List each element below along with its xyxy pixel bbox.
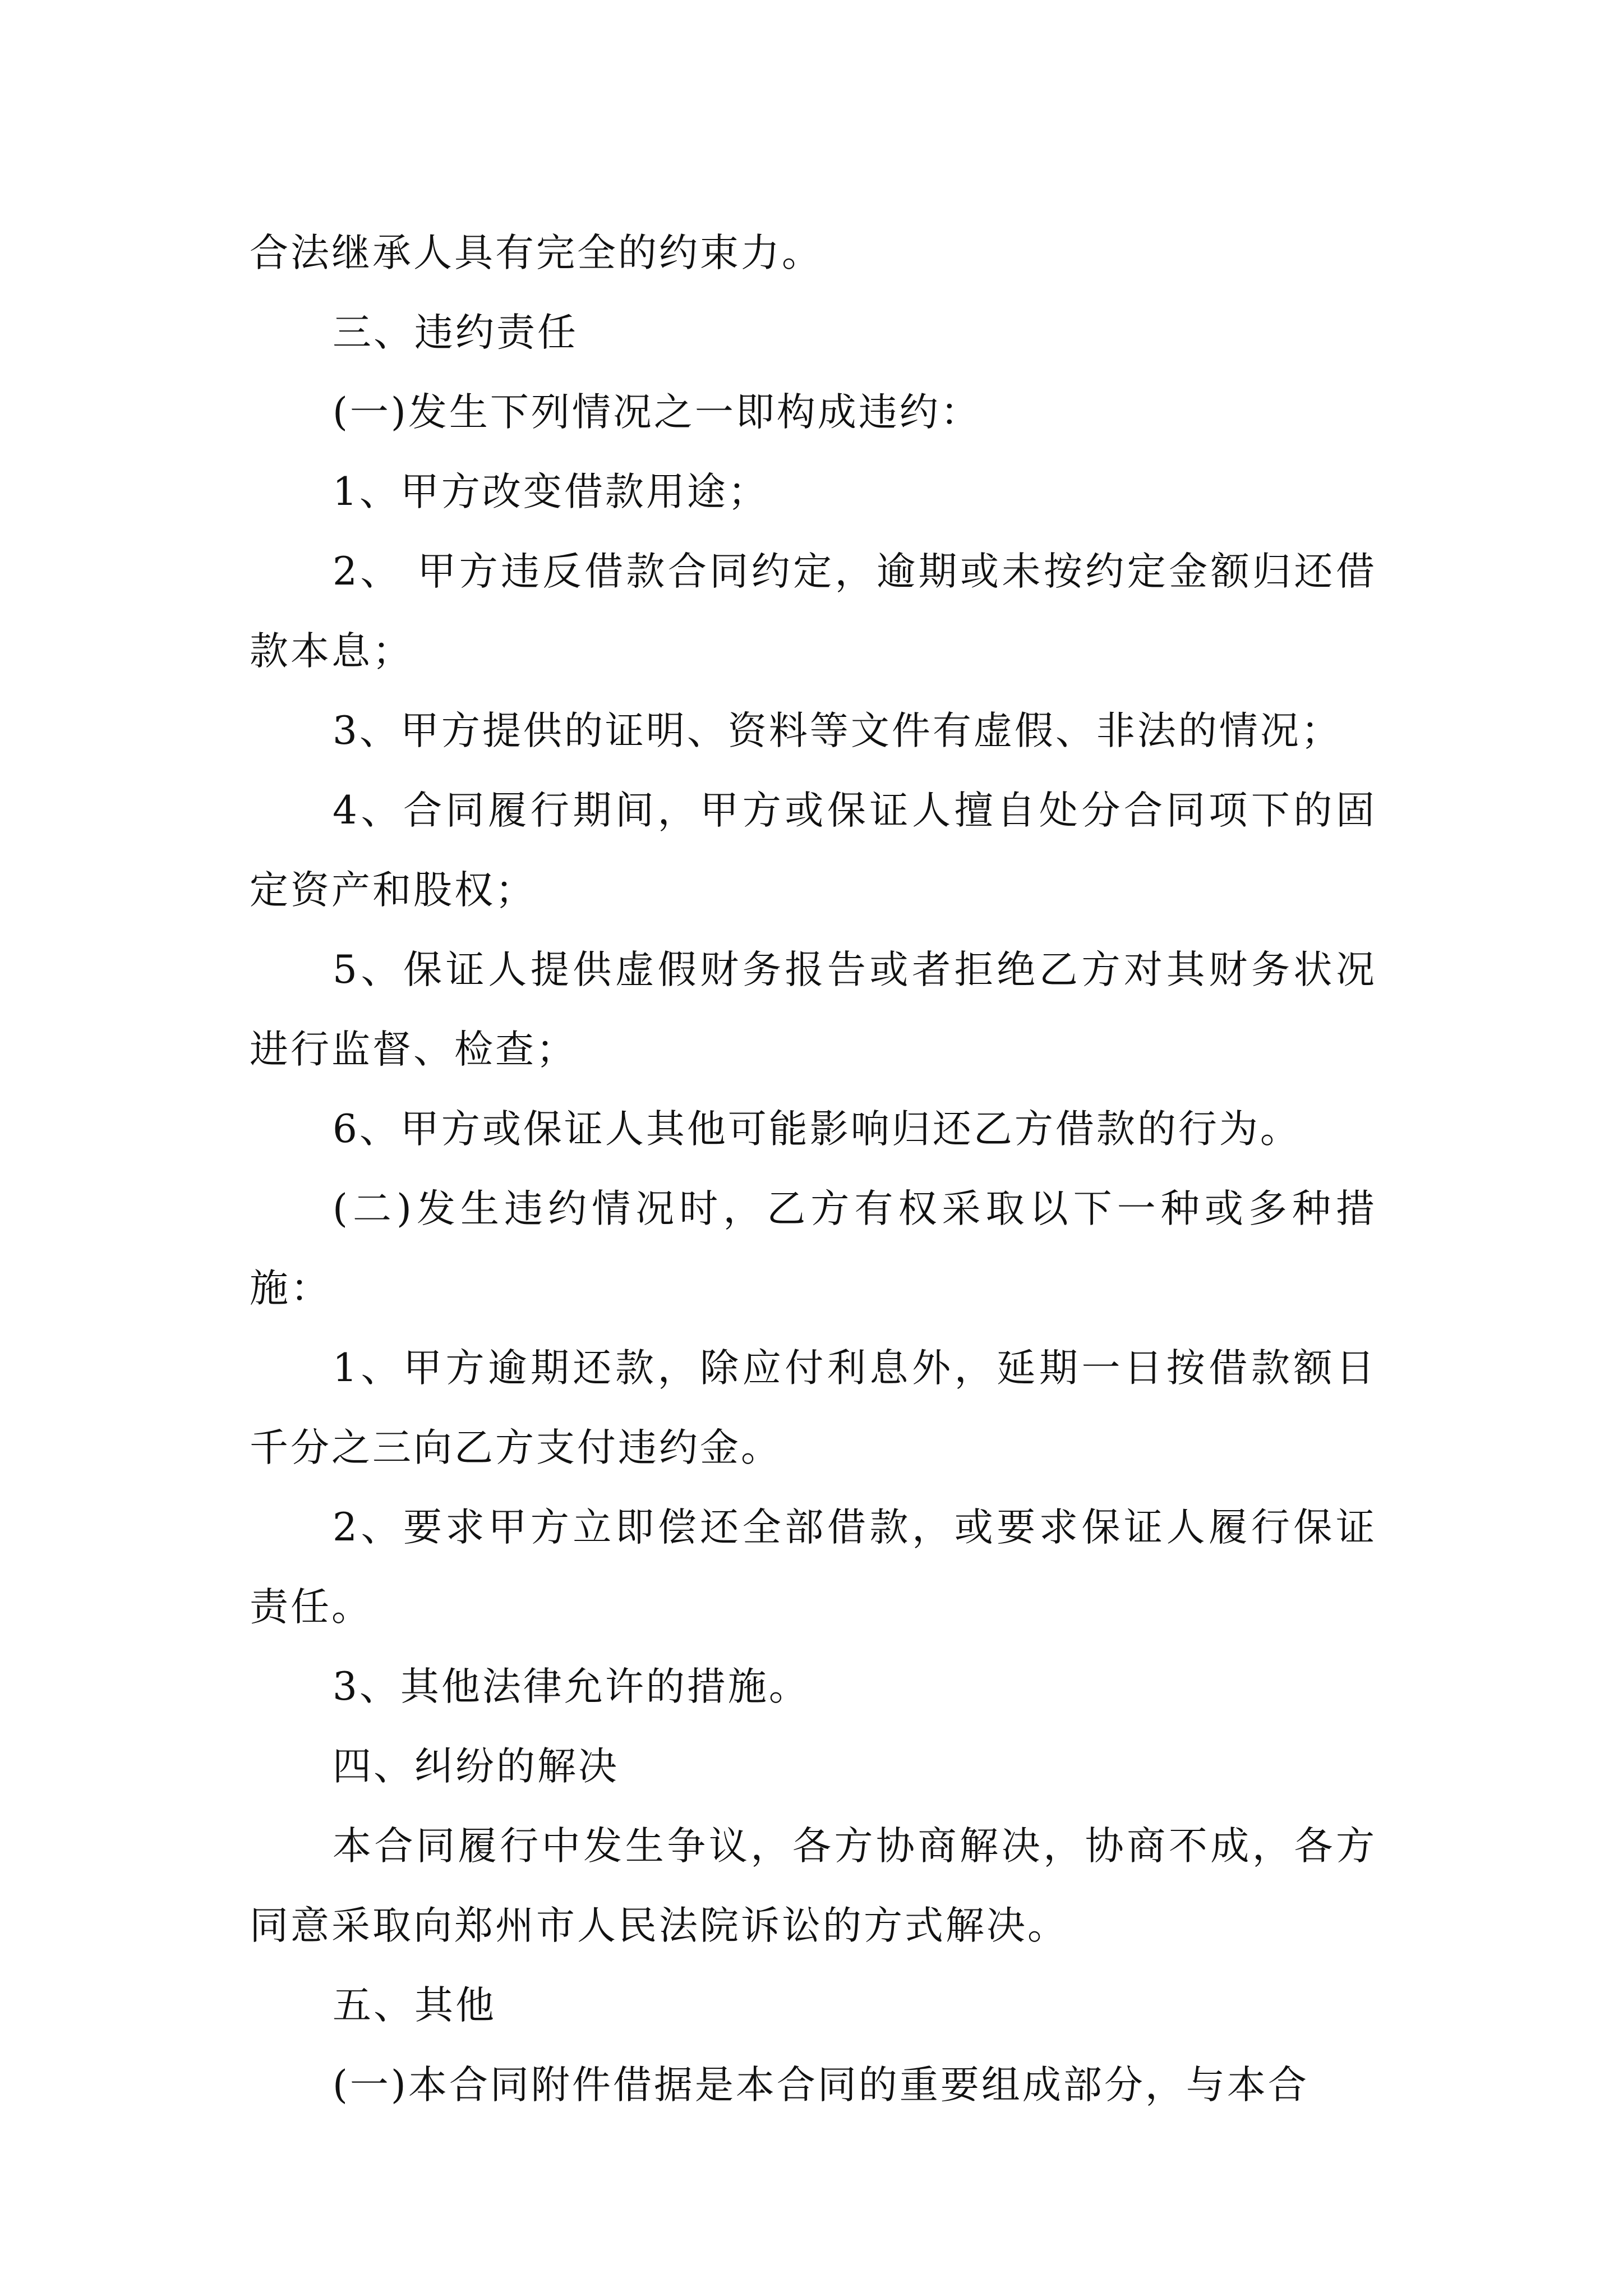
section-heading-breach-liability: 三、违约责任 xyxy=(333,310,578,355)
paragraph-dispute-resolution: 本合同履行中发生争议，各方协商解决，协商不成，各方同意采取向郑州市人民法院诉讼的方式解决。 xyxy=(250,1824,1377,1948)
clause-breach-conditions: (一)发生下列情况之一即构成违约： xyxy=(333,390,981,435)
list-item: 3、甲方提供的证明、资料等文件有虚假、非法的情况； xyxy=(333,708,1342,753)
section-heading-other: 五、其他 xyxy=(333,1983,496,2028)
list-item: 2、要求甲方立即偿还全部借款，或要求保证人履行保证责任。 xyxy=(250,1505,1377,1630)
paragraph-continuation: 合法继承人具有完全的约束力。 xyxy=(250,231,823,275)
list-item: 5、保证人提供虚假财务报告或者拒绝乙方对其财务状况进行监督、检查； xyxy=(250,947,1377,1072)
list-item: 3、其他法律允许的措施。 xyxy=(333,1664,810,1709)
list-item: 6、甲方或保证人其他可能影响归还乙方借款的行为。 xyxy=(333,1107,1301,1152)
section-heading-dispute-resolution: 四、纠纷的解决 xyxy=(333,1744,619,1789)
clause-remedies: (二)发生违约情况时，乙方有权采取以下一种或多种措施： xyxy=(250,1186,1377,1311)
list-item: 1、甲方改变借款用途； xyxy=(333,470,769,514)
document-body xyxy=(250,213,1377,2125)
list-item: 1、甲方逾期还款，除应付利息外，延期一日按借款额日千分之三向乙方支付违约金。 xyxy=(250,1346,1377,1470)
list-item: 4、合同履行期间，甲方或保证人擅自处分合同项下的固定资产和股权； xyxy=(250,788,1377,913)
clause-attachments: (一)本合同附件借据是本合同的重要组成部分，与本合 xyxy=(333,2063,1309,2108)
list-item: 2、 甲方违反借款合同约定，逾期或未按约定金额归还借款本息； xyxy=(250,549,1377,674)
